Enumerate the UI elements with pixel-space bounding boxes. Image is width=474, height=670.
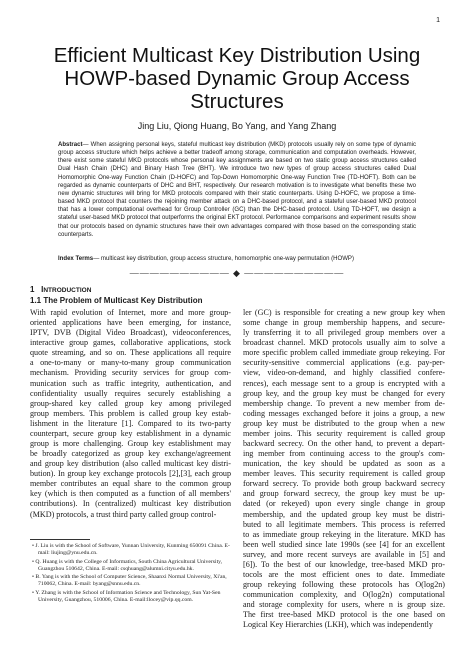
body-text-line: (MKD) protocols, a trust third party called group control-: [30, 509, 217, 519]
body-text-line: backward secrecy. On the other hand, to prevent a depart-: [243, 439, 445, 449]
section-title-initial: I: [41, 285, 44, 294]
footnote: • B. Yang is with the School of Computer Science, Shaanxi Normal University, Xi'an, 710062, China. E-mail: byang@snnu.edu.cn.: [32, 574, 227, 588]
body-text-line: and group forward secrecy, the group key must be up-: [243, 489, 445, 499]
body-text-line: oriented applications have been emerging, for instance,: [30, 318, 231, 328]
body-text-line: key (which is then computed as a function of all members': [30, 489, 231, 499]
right-column-body: [243, 308, 445, 631]
body-text-line: bution). In group key exchange protocols [2],[3], each group: [30, 469, 231, 479]
body-text-line: member joins. This security requirement is called group: [243, 428, 445, 438]
body-text-line: munication, the key should be updated as soon as a: [243, 459, 445, 469]
footnote: • J. Liu is with the School of Software, Yunnan University, Kunming 650091 China. E-mail: liujing@ynu.edu.cn.: [32, 543, 230, 557]
body-text-line: contributions). In (centralized) multicast key distribution: [30, 499, 231, 509]
body-text-line: view, video-on-demand, and highly classified confere-: [243, 368, 445, 378]
body-text-line: forward secrecy. To provide both group backward secrecy: [243, 479, 445, 489]
footnote: • Q. Huang is with the College of Informatics, South China Agricultural University, Guangzhou 510642, China. E-mail: csqhuang@alumni.cityu.edu.hk.: [32, 558, 223, 572]
author-list: Jing Liu, Qiong Huang, Bo Yang, and Yang Zhang: [137, 121, 337, 131]
footnotes: [30, 543, 231, 605]
footnote-rule: [30, 539, 90, 540]
section-number: 1: [30, 285, 35, 294]
footnote: • Y. Zhang is with the School of Information Science and Technology, Sun Yat-Sen University, Guangzhou, 510006, China. E-mail:llocey@vip.qq.com.: [32, 589, 221, 603]
body-text-line: Logical Key Hierarchies (LKH), which was independently: [243, 620, 433, 630]
body-text-line: some change in group membership happens, and secure-: [243, 318, 445, 328]
body-text-line: group key, and the group key must be changed for every: [243, 388, 445, 398]
body-text-line: mechanism. Providing security services for group com-: [30, 368, 231, 378]
section-title-rest: NTRODUCTION: [43, 287, 92, 294]
body-text-line: survey, and more recent surveys are available in [5] and: [243, 549, 445, 559]
body-text-line: buted to all legitimate members. This process is referred: [243, 519, 445, 529]
body-text-line: ing member from continuing access to the group's com-: [243, 449, 445, 459]
abstract-text: — When assigning personal keys, stateful multicast key distribution (MKD) protocols usually rely on some type of dynamic group access structure which helps achieve a better tradeoff among storage, communication and computation overheads. However, there exist some stateful MKD protocols whose personal key assignments are based on two static group access structures called Dual Hash Chain (DHC) and Binary Hash Tree (BHT). We introduce two new types of group access structures called Dual Homomorphic One-way Function Chain (D-HOFC) and Top-Down Homomorphic One-way Function Tree (TD-HOFT). Both can be regarded as dynamic counterparts of DHC and BHT, respectively. Our research motivation is to investigate what benefits these two new dynamic structures will bring for MKD protocols compared with their static counterparts. Using D-HOFC, we propose a time-based MKD protocol that counters the rejoining member attack on a DHC-based protocol, and a stateful user-based MKD protocol that has a lower computational overhead for Group Controller (GC) than the DHC-based protocol. Using TD-HOFT, we design a stateful user-based MKD protocol that outperforms the original EKT protocol. Performance comparisons and experiment results show that our protocols based on dynamic structures have their own advantages compared with those based on the corresponding static counterparts.: [58, 142, 416, 238]
body-text-line: rences), each message sent to a group is encrypted with a: [243, 378, 445, 388]
body-text-line: confidentiality usually requires securely establishing a: [30, 388, 231, 398]
body-text-line: broadcast channel. MKD protocols usually aim to solve a: [243, 338, 445, 348]
body-text-line: munication such as traffic integrity, authentication, and: [30, 378, 231, 388]
index-terms-text: — multicast key distribution, group access structure, homomorphic one-way permutation (HOWP): [93, 256, 354, 262]
body-text-line: group key must be distributed to the group when a new: [243, 418, 445, 428]
body-text-line: IPTV, DVB (Digital Video Broadcast), videoconferences,: [30, 328, 231, 338]
body-text-line: coding messages exchanged before it joins a group, a new: [243, 408, 445, 418]
body-text-line: ler (GC) is responsible for creating a new group key when: [243, 308, 445, 317]
body-text-line: member contributes an equal share to the common group: [30, 479, 231, 489]
index-terms-label: Index Terms: [58, 256, 94, 262]
body-text-line: lishment in the literature [1]. Compared to its two-party: [30, 418, 231, 428]
section-separator: —————————— ◆ ——————————: [129, 268, 345, 278]
body-text-line: group members. This problem is called group key estab-: [30, 408, 231, 418]
body-text-line: and group key distribution (also called multicast key distri-: [30, 459, 231, 469]
body-text-line: member leaves. This security requirement is called group: [243, 469, 445, 479]
body-text-line: security-sensitive commercial applications (e.g. pay-per-: [243, 358, 445, 368]
body-text-line: and storage complexity for users, where n is group size.: [243, 600, 445, 610]
body-text-line: tocols are the most efficient ones to date. Immediate: [243, 570, 445, 580]
body-text-line: interactive group games, collaborative applications, stock: [30, 338, 231, 348]
body-text-line: been well studied since late 1990s (see [4] for an excellent: [243, 539, 445, 549]
body-text-line: more specific problem called immediate group rekeying. For: [243, 348, 445, 358]
body-text-line: With rapid evolution of Internet, more and more group-: [30, 308, 231, 317]
paper-title: Efficient Multicast Key Distribution Using HOWP-based Dynamic Group Access Structures: [53, 44, 421, 113]
body-text-line: [6]). To the best of our knowledge, tree-based MKD pro-: [243, 559, 445, 569]
body-text-line: dated (or rekeyed) upon every single change in group: [243, 499, 445, 509]
subsection-heading: 1.1 The Problem of Multicast Key Distribution: [30, 296, 203, 305]
abstract: [58, 141, 416, 239]
body-text-line: a one-to-many or many-to-many group communication: [30, 358, 231, 368]
body-text-line: be broadly categorized as group key exchange/agreement: [30, 449, 231, 459]
body-text-line: group is more challenging. Group key establishment may: [30, 439, 231, 449]
abstract-label: Abstract: [58, 142, 83, 148]
body-text-line: communication complexity, and O(log2n) computational: [243, 590, 445, 600]
body-text-line: quote streaming, and so on. These applications all require: [30, 348, 231, 358]
body-text-line: to as immediate group rekeying in the literature. MKD has: [243, 529, 445, 539]
page-number: 1: [436, 17, 440, 24]
body-text-line: membership change. To prevent a new member from de-: [243, 398, 445, 408]
index-terms: [58, 255, 416, 263]
body-text-line: group-shared key called group key among privileged: [30, 398, 231, 408]
body-text-line: membership, and the updated group key must be distri-: [243, 509, 445, 519]
body-text-line: counterpart, secure group key establishment in a dynamic: [30, 428, 231, 438]
body-text-line: The first tree-based MKD protocol is the one based on: [243, 610, 445, 620]
body-text-line: ly transferring it to all privileged group members over a: [243, 328, 445, 338]
section-heading: [30, 285, 91, 294]
body-text-line: group rekeying following these protocols has O(log2n): [243, 580, 445, 590]
left-column-body: [30, 308, 231, 520]
